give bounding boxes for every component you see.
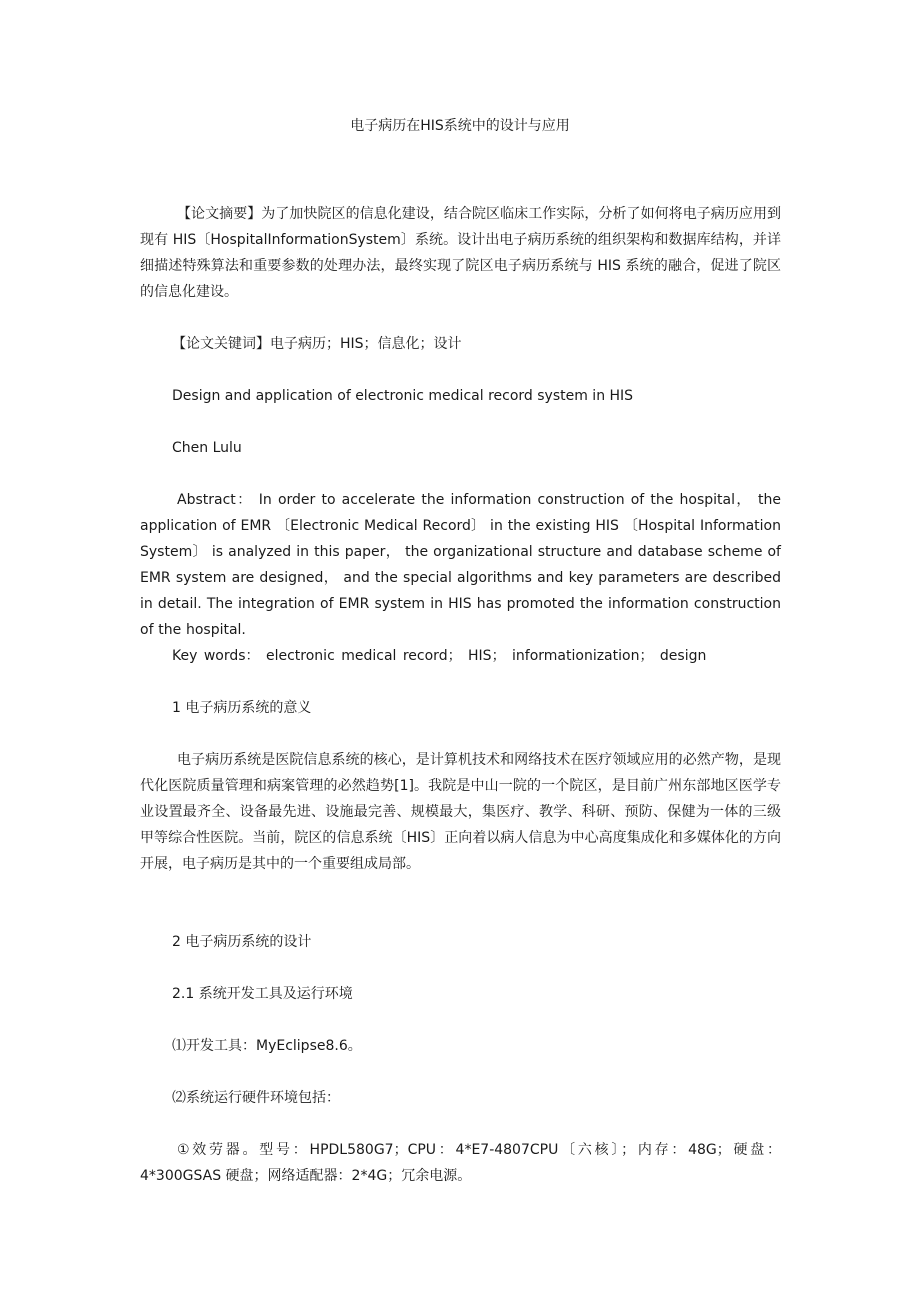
english-keywords: Key words： electronic medical record； HIS； informationization； design	[172, 648, 707, 664]
hardware-spec-paragraph: ①效劳器。型号：HPDL580G7；CPU：4*E7-4807CPU〔六核〕；内存：48G；硬盘：4*300GSAS 硬盘；网络适配器：2*4G；冗余电源。	[140, 1142, 781, 1184]
english-abstract: Abstract： In order to accelerate the information construction of the hospital， the application of EMR 〔Electronic Medical Record〕 in the existing HIS 〔Hospital Information System〕 is analyzed in this paper， the organizational structure and database scheme of EMR system are designed， and the special algorithms and key parameters are described in detail. The integration of EMR system in HIS has promoted the information construction of the hospital.	[140, 492, 781, 638]
document-title: 电子病历在HIS系统中的设计与应用	[350, 118, 570, 134]
list-item-hardware-env: ⑵系统运行硬件环境包括：	[172, 1090, 340, 1106]
author-name: Chen Lulu	[172, 440, 242, 456]
section-1-heading: 1 电子病历系统的意义	[172, 700, 312, 716]
section-1-body: 电子病历系统是医院信息系统的核心，是计算机技术和网络技术在医疗领域应用的必然产物，是现代化医院质量管理和病案管理的必然趋势[1]。我院是中山一院的一个院区，是目前广州东部地区医学专业设置最齐全、设备最先进、设施最完善、规模最大，集医疗、教学、科研、预防、保健为一体的三级甲等综合性医院。当前，院区的信息系统〔HIS〕正向着以病人信息为中心高度集成化和多媒体化的方向开展，电子病历是其中的一个重要组成局部。	[140, 752, 781, 872]
chinese-keywords: 【论文关键词】电子病历；HIS；信息化；设计	[172, 336, 462, 352]
list-item-dev-tool: ⑴开发工具：MyEclipse8.6。	[172, 1038, 362, 1054]
english-title: Design and application of electronic medical record system in HIS	[172, 388, 634, 404]
section-2-1-heading: 2.1 系统开发工具及运行环境	[172, 986, 353, 1002]
chinese-abstract: 【论文摘要】为了加快院区的信息化建设，结合院区临床工作实际，分析了如何将电子病历应用到现有 HIS〔HospitalInformationSystem〕系统。设计出电子病历系统的组织架构和数据库结构，并详细描述特殊算法和重要参数的处理办法，最终实现了院区电子病历系统与 HIS 系统的融合，促进了院区的信息化建设。	[140, 206, 781, 300]
section-2-heading: 2 电子病历系统的设计	[172, 934, 312, 950]
